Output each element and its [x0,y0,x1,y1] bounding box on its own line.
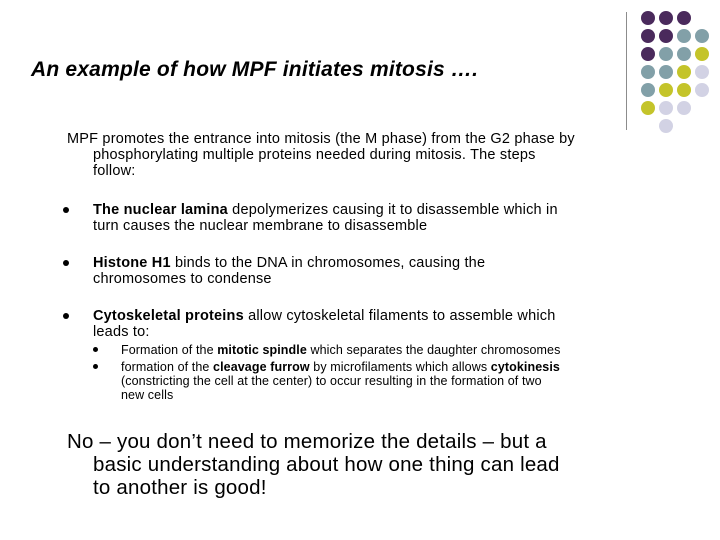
dot-teal [659,47,673,61]
sub-bullet-term: mitotic spindle [217,343,307,357]
sub-bullet-pre: formation of the [121,360,214,374]
dot-olive [659,83,673,97]
dot-olive [677,65,691,79]
dot-olive [641,101,655,115]
bullet-text-line2: leads to: [93,324,150,340]
sub-bullet-item [93,343,653,357]
bullet-item [63,308,663,340]
dot-teal [677,47,691,61]
bullet-text-line2: turn causes the nuclear membrane to disassemble [93,218,428,234]
intro-line: follow: [93,163,136,179]
sub-bullet-pre: Formation of the [121,343,218,357]
sub-bullet-text [121,360,653,374]
sub-bullet-post: by microfilaments which allows [309,360,491,374]
closing-line: to another is good! [93,476,267,499]
bullet-dot [63,260,69,266]
bullet-text [93,202,663,218]
bullet-text [93,255,663,271]
dot-purple [677,11,691,25]
bullet-term: Histone H1 [93,255,171,271]
sub-bullet-term: cleavage furrow [213,360,310,374]
bullet-item [63,255,663,287]
dot-purple [641,29,655,43]
dot-teal [641,83,655,97]
vertical-divider [626,12,627,130]
closing-line: No – you don’t need to memorize the details – but a [67,430,547,453]
bullet-item [63,202,663,234]
dot-teal [641,65,655,79]
bullet-dot [63,207,69,213]
intro-line: MPF promotes the entrance into mitosis (the M phase) from the G2 phase by [67,131,575,147]
slide-title: An example of how MPF initiates mitosis …. [31,58,479,81]
sub-bullet-term-2: cytokinesis [490,360,560,374]
bullet-desc: binds to the DNA in chromosomes, causing the [170,255,486,271]
dot-olive [695,47,709,61]
dot-teal [677,29,691,43]
dot-purple [641,47,655,61]
bullet-text [93,308,663,324]
dot-lavender [677,101,691,115]
sub-bullet-dot [93,364,98,369]
dot-lavender [659,101,673,115]
closing-line: basic understanding about how one thing can lead [93,453,560,476]
dot-teal [659,65,673,79]
sub-bullet-text [121,343,653,357]
sub-bullet-item [93,360,653,402]
dot-purple [659,29,673,43]
closing-statement [67,430,667,499]
dot-olive [677,83,691,97]
sub-bullet-dot [93,347,98,352]
dot-lavender [695,83,709,97]
dot-purple [659,11,673,25]
bullet-term: The nuclear lamina [93,202,228,218]
sub-bullet-text-line3: new cells [121,388,174,402]
sub-bullet-text-line2: (constricting the cell at the center) to occur resulting in the formation of two [121,374,542,388]
dot-purple [641,11,655,25]
bullet-desc: allow cytoskeletal filaments to assemble which [243,308,556,324]
sub-bullet-post: which separates the daughter chromosomes [306,343,561,357]
bullet-text-line2: chromosomes to condense [93,271,272,287]
dot-lavender [695,65,709,79]
intro-paragraph [67,131,667,179]
dot-teal [695,29,709,43]
bullet-dot [63,313,69,319]
bullet-term: Cytoskeletal proteins [93,308,244,324]
intro-line: phosphorylating multiple proteins needed during mitosis. The steps [93,147,536,163]
bullet-desc: depolymerizes causing it to disassemble which in [227,202,558,218]
